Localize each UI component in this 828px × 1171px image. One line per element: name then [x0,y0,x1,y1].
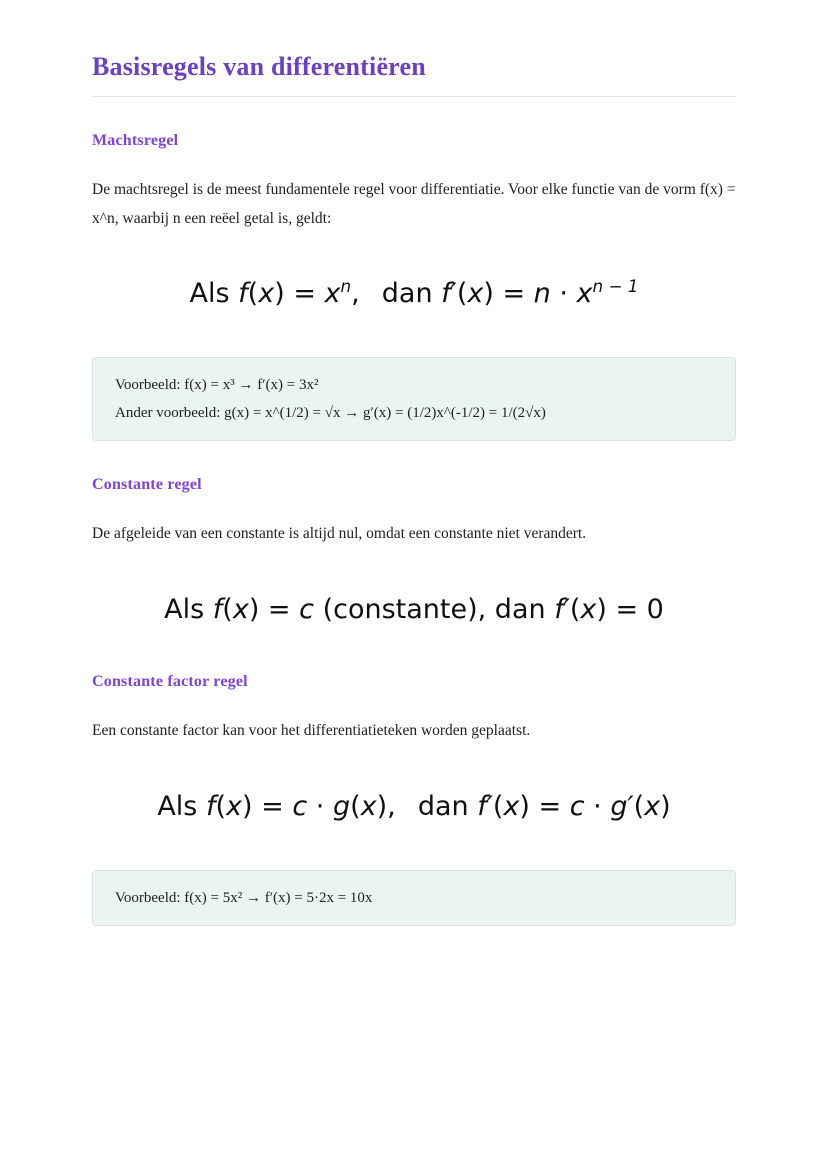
formula-segment: g′ [610,790,634,822]
formula-segment: ) = [274,278,325,310]
formula-segment: f′ [477,790,493,822]
formula-constante-factor-regel [92,791,736,822]
section-machtsregel [92,132,736,441]
example-box-constante-factor-regel [92,870,736,926]
formula-segment: ( [569,594,581,626]
formula-segment: x [226,790,242,822]
formula-segment: , dan [351,278,442,310]
formula-segment: x [644,790,661,822]
section-heading-machtsregel: Machtsregel [92,132,179,149]
formula-segment: ( [350,790,361,822]
section-heading-constante-factor-regel: Constante factor regel [92,673,248,691]
formula-segment: x [232,594,249,626]
formula-segment: g [332,790,351,822]
formula-segment: ), [376,790,396,822]
formula-segment: f′ [554,594,570,626]
formula-segment: ) = [242,790,293,822]
formula-segment: · [550,278,577,310]
formula-segment: ( [215,790,227,822]
section-paragraph-constante-factor-regel: Een constante factor kan voor het differentiatieteken worden geplaatst. [92,722,531,740]
formula-segment: x [258,278,275,310]
formula-segment: x [324,278,341,310]
section-heading-constante-regel: Constante regel [92,476,202,494]
formula-segment: ( [633,790,645,822]
formula-segment: · [584,790,611,822]
example-box-machtsregel [92,357,736,441]
formula-segment: ) = 0 [596,594,664,626]
formula-segment: n [340,276,352,297]
formula-segment: ) = [483,278,534,310]
example-line: Voorbeeld: f(x) = 5x² → f′(x) = 5·2x = 10x [115,889,373,906]
formula-segment: dan [395,790,478,822]
formula-segment: ) = [519,790,570,822]
formula-segment: f [205,790,216,822]
section-constante-factor-regel [92,673,736,926]
formula-segment: ( [222,594,233,626]
example-line: Voorbeeld: f(x) = x³ → f′(x) = 3x² [115,377,319,394]
formula-segment: ( [247,278,259,310]
formula-segment: f′ [441,278,457,310]
formula-machtsregel [92,278,736,309]
formula-segment: x [503,790,520,822]
formula-segment: ) = [248,594,300,626]
section-paragraph-constante-regel: De afgeleide van een constante is altijd nul, omdat een constante niet verandert. [92,525,587,543]
formula-segment: Als [164,594,213,626]
section-paragraph-machtsregel: De machtsregel is de meest fundamentele regel voor differentiatie. Voor elke functie van de vorm f(x) = x^n, waarbij n een reëel getal is, geldt: [92,181,736,227]
page-title: Basisregels van differentiëren [92,52,426,81]
formula-segment: Als [189,278,239,310]
formula-segment: f [238,278,248,310]
formula-segment: ( [456,278,468,310]
formula-segment: c [569,790,585,822]
formula-segment: ) [660,790,671,822]
title-divider [92,96,736,97]
formula-segment: n [533,278,551,310]
formula-segment: c [292,790,308,822]
formula-segment: x [580,594,597,626]
formula-segment: x [576,278,593,310]
formula-constante-regel [92,594,736,625]
formula-segment: c [299,594,314,626]
example-line: Ander voorbeeld: g(x) = x^(1/2) = √x → g′(x) = (1/2)x^(-1/2) = 1/(2√x) [115,405,546,422]
section-constante-regel [92,476,736,625]
formula-segment: f [212,594,223,626]
formula-segment: (constante), dan [314,594,555,626]
formula-segment: · [307,790,333,822]
formula-segment: ( [492,790,504,822]
formula-segment: Als [157,790,206,822]
formula-segment: x [467,278,484,310]
formula-segment: x [360,790,377,822]
formula-segment: n − 1 [592,276,639,297]
